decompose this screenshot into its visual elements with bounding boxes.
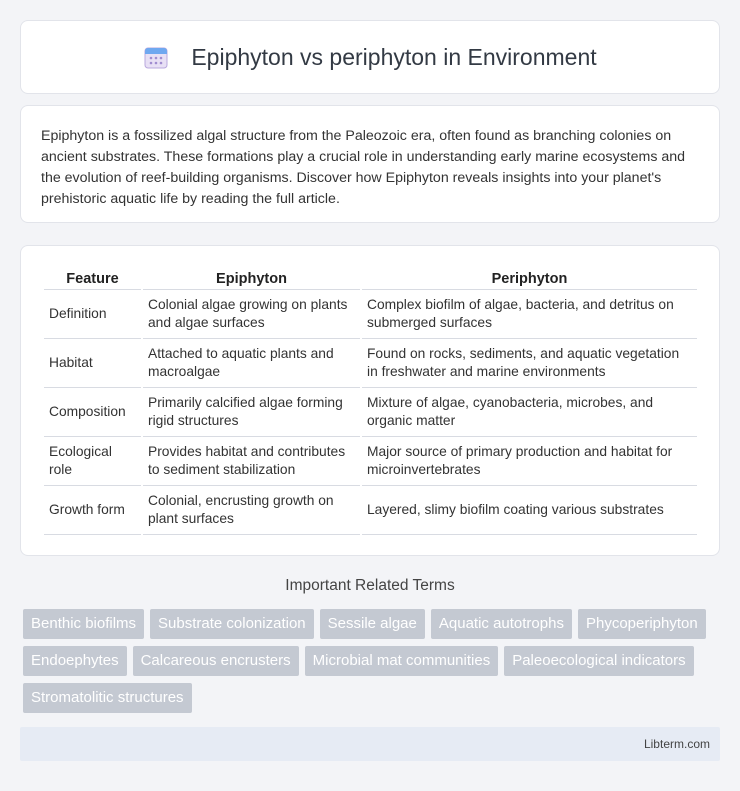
table-cell-periphyton: Found on rocks, sediments, and aquatic vegetation in freshwater and marine environments bbox=[362, 339, 697, 388]
title-card bbox=[20, 20, 720, 94]
table-header-row bbox=[44, 266, 697, 290]
intro-card bbox=[20, 105, 720, 223]
table-cell-periphyton: Major source of primary production and habitat for microinvertebrates bbox=[362, 437, 697, 486]
intro-text: Epiphyton is a fossilized algal structure from the Paleozoic era, often found as branching colonies on ancient substrates. These formations play a crucial role in understanding early marine ecosystems and the evolution of reef-building organisms. Discover how Epiphyton reveals insights into your planet's prehistoric aquatic life by reading the full article. bbox=[41, 128, 686, 207]
related-term-tag[interactable]: Stromatolitic structures bbox=[23, 683, 192, 713]
related-term-tag[interactable]: Endoephytes bbox=[23, 646, 127, 676]
related-term-tag[interactable]: Calcareous encrusters bbox=[133, 646, 299, 676]
table-cell-epiphyton: Provides habitat and contributes to sediment stabilization bbox=[143, 437, 360, 486]
related-term-tag[interactable]: Sessile algae bbox=[320, 609, 425, 639]
table-cell-feature: Growth form bbox=[44, 486, 141, 535]
table-cell-epiphyton: Colonial, encrusting growth on plant surfaces bbox=[143, 486, 360, 535]
table-row bbox=[44, 486, 697, 535]
footer bbox=[20, 727, 720, 761]
table-cell-epiphyton: Colonial algae growing on plants and algae surfaces bbox=[143, 290, 360, 339]
header-epiphyton: Epiphyton bbox=[143, 266, 360, 290]
table-cell-epiphyton: Attached to aquatic plants and macroalgae bbox=[143, 339, 360, 388]
header-feature: Feature bbox=[44, 266, 141, 290]
table-cell-epiphyton: Primarily calcified algae forming rigid structures bbox=[143, 388, 360, 437]
page-title: Epiphyton vs periphyton in Environment bbox=[191, 43, 597, 70]
table-row bbox=[44, 290, 697, 339]
related-term-tag[interactable]: Aquatic autotrophs bbox=[431, 609, 572, 639]
table-row bbox=[44, 339, 697, 388]
table-cell-periphyton: Complex biofilm of algae, bacteria, and detritus on submerged surfaces bbox=[362, 290, 697, 339]
calendar-icon bbox=[143, 44, 169, 70]
related-terms-list bbox=[23, 609, 720, 713]
footer-site-link[interactable]: Libterm.com bbox=[643, 737, 710, 751]
table-cell-feature: Definition bbox=[44, 290, 141, 339]
related-term-tag[interactable]: Substrate colonization bbox=[150, 609, 314, 639]
header-periphyton: Periphyton bbox=[362, 266, 697, 290]
table-cell-periphyton: Layered, slimy biofilm coating various substrates bbox=[362, 486, 697, 535]
table-cell-feature: Habitat bbox=[44, 339, 141, 388]
related-term-tag[interactable]: Paleoecological indicators bbox=[504, 646, 693, 676]
related-term-tag[interactable]: Benthic biofilms bbox=[23, 609, 144, 639]
comparison-table bbox=[42, 266, 699, 535]
related-term-tag[interactable]: Microbial mat communities bbox=[305, 646, 499, 676]
related-term-tag[interactable]: Phycoperiphyton bbox=[578, 609, 706, 639]
table-cell-feature: Ecological role bbox=[44, 437, 141, 486]
related-terms-title: Important Related Terms bbox=[285, 577, 455, 594]
table-row bbox=[44, 388, 697, 437]
table-cell-feature: Composition bbox=[44, 388, 141, 437]
table-row bbox=[44, 437, 697, 486]
comparison-table-card bbox=[20, 245, 720, 556]
table-cell-periphyton: Mixture of algae, cyanobacteria, microbes, and organic matter bbox=[362, 388, 697, 437]
